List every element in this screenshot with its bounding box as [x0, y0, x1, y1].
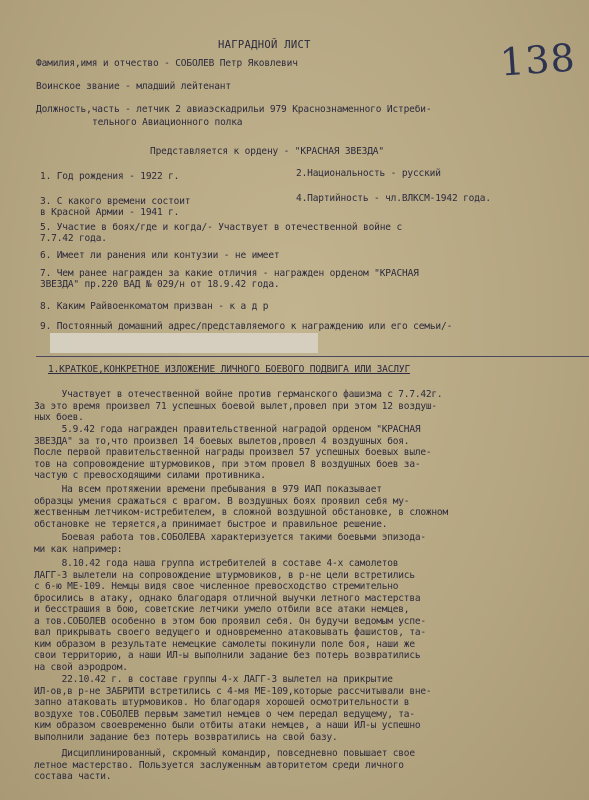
- paragraph-episode-1: 8.10.42 года наша группа истребителей в составе 4-х самолетов ЛАГГ-3 вылетели на сопровождение штурмовиков, в р-не цели встретились с 6-ю МЕ-109. Немцы видя свое численное превосходство стремительно бросились в атаку, однако благодаря отличной выучки летного мастерства и бесстрашия в бою, советские летчики умело отбили все атаки немцев, а тов.СОБОЛЕВ особенно в этом бою проявил себя. Он будучи ведомым успе- вал прикрывать своего ведущего и одновременно атаковывать фашистов, та- ким образом в результате немецкие самолеты покинули поле боя, наши же свои территорию, а наши ИЛ-ы выполнили задание без потерь возвратились на свой аэродром.: [34, 558, 426, 673]
- field-combat-cont: 7.7.42 года.: [40, 233, 107, 244]
- award-requested-line: Представляется к ордену - "КРАСНАЯ ЗВЕЗДА": [150, 146, 384, 157]
- field-previous-awards-cont: ЗВЕЗДА" пр.220 ВАД № 029/н от 18.9.42 года.: [40, 279, 280, 290]
- full-name-line: Фамилия,имя и отчество - СОБОЛЕВ Петр Яковлевич: [36, 58, 298, 69]
- rank-line: Воинское звание - младший лейтенант: [36, 81, 231, 92]
- field-service-since: 3. С какого времени состоит: [40, 196, 191, 207]
- field-draft-office: 8. Каким Райвоенкоматом призван - к а д р: [40, 301, 269, 312]
- field-party: 4.Партийность - чл.ВЛКСМ-1942 года.: [296, 193, 491, 204]
- field-nationality: 2.Национальность - русский: [296, 168, 441, 179]
- field-birth-year: 1. Год рождения - 1922 г.: [40, 171, 180, 182]
- paragraph-episode-2: 22.10.42 г. в составе группы 4-х ЛАГГ-3 вылетел на прикрытие ИЛ-ов,в р-не ЗАБРИТИ встретились с 4-мя МЕ-109,которые рассчитывали вне- запно атаковать штурмовиков. Но благодаря хорошей осмотрительности в воздухе тов.СОБОЛЕВ первым заметил немцев о чем передал ведущему, та- ким образом своевременно были отбиты атаки немцев, а наши ИЛ-ы успешно выполнили задание без потерь возвратились на свой базу.: [34, 674, 432, 743]
- field-previous-awards: 7. Чем ранее награжден за какие отличия - награжден орденом "КРАСНАЯ: [40, 268, 419, 279]
- position-line-2: тельного Авиационного полка: [92, 117, 243, 128]
- handwritten-archive-number: 138: [498, 35, 577, 85]
- paragraph-episodes-intro: Боевая работа тов.СОБОЛЕВА характеризуется такими боевыми эпизода- ми как например:: [34, 532, 426, 555]
- section-title: 1.КРАТКОЕ,КОНКРЕТНОЕ ИЗЛОЖЕНИЕ ЛИЧНОГО БОЕВОГО ПОДВИГА ИЛИ ЗАСЛУГ: [48, 364, 411, 375]
- paragraph-conclusion: Дисциплинированный, скромный командир, повседневно повышает свое летное мастерство. Пользуется заслуженным авторитетом среди личного состава части.: [34, 748, 415, 782]
- document-title: НАГРАДНОЙ ЛИСТ: [218, 39, 311, 51]
- redacted-area: [50, 333, 318, 353]
- field-wounds: 6. Имеет ли ранения или контузии - не имеет: [40, 250, 280, 261]
- paragraph-first-award: 5.9.42 года награжден правительственной наградой орденом "КРАСНАЯ ЗВЕЗДА" за то,что произвел 14 боевых вылетов,провел 4 воздушных боя. После первой правительственной награды произвел 57 успешных боевых выле- тов на сопровождение штурмовиков, при этом провел 8 воздушных боев за- частую с превосходящими силами противника.: [34, 424, 432, 481]
- divider-line: [36, 356, 589, 357]
- field-service-since-cont: в Красной Армии - 1941 г.: [40, 207, 180, 218]
- field-home-address: 9. Постоянный домашний адрес/представляемого к награждению или его семьи/-: [40, 321, 453, 332]
- position-line-1: Должность,часть - летчик 2 авиаэскадрильи 979 Краснознаменного Истреби-: [36, 104, 432, 115]
- paragraph-character: На всем протяжении времени пребывания в 979 ИАП показывает образцы умения сражаться с врагом. В воздушных боях проявил себя му- жественным летчиком-истребителем, в сложной воздушной обстановке, в сложном обстановке не теряется,а принимает быстрое и правильное решение.: [34, 484, 448, 530]
- paragraph-intro: Участвует в отечественной войне против германского фашизма с 7.7.42г. За это время произвел 71 успешных боевой вылет,провел при этом 12 воздуш- ных боев.: [34, 389, 443, 423]
- field-combat: 5. Участие в боях/где и когда/- Участвует в отечественной войне с: [40, 222, 403, 233]
